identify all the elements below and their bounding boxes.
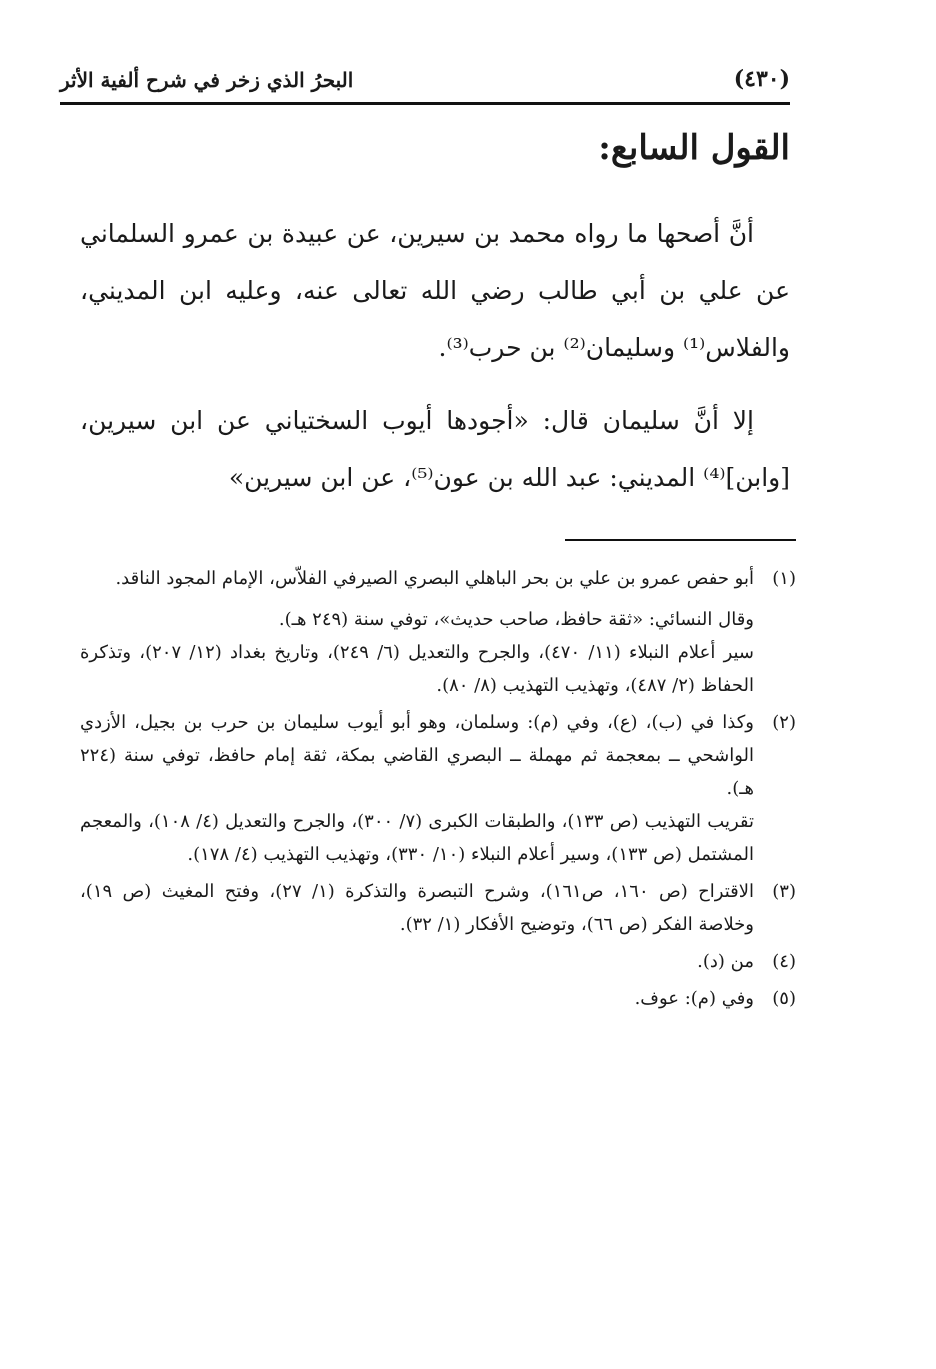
footnote-number: (٣): [772, 881, 796, 902]
footnote-divider: [565, 539, 796, 541]
page-number: (٤٣٠): [733, 66, 790, 92]
footnote-number: (٢): [772, 712, 796, 733]
section-heading: القول السابع:: [598, 128, 790, 168]
footnote-text: وكذا في (ب)، (ع)، وفي (م): وسلمان، وهو أبو أيوب سليمان بن حرب بن بجيل، الأزدي الواشحي ــ بمعجمة ثم مهملة ــ البصري القاضي بمكة، ثقة إمام حافظ، توفي سنة (٢٢٤ هـ).: [80, 712, 754, 799]
footnote-text: سير أعلام النبلاء (١١/ ٤٧٠)، والجرح والتعديل (٦/ ٢٤٩)، وتاريخ بغداد (١٢/ ٢٠٧)، وتذكرة الحفاظ (٢/ ٤٨٧)، وتهذيب التهذيب (٨/ ٨٠).: [80, 642, 755, 696]
paragraph: أنَّ أصحها ما رواه محمد بن سيرين، عن عبيدة بن عمرو السلماني عن علي بن أبي طالب رضي الله تعالى عنه، وعليه ابن المديني، والفلاس⁽¹⁾ وسليمان⁽²⁾ بن حرب⁽³⁾.: [80, 219, 790, 362]
paragraph: إلا أنَّ سليمان قال: «أجودها أيوب السختياني عن ابن سيرين، [وابن]⁽⁴⁾ المديني: عبد الله بن عون⁽⁵⁾، عن ابن سيرين»: [80, 406, 790, 492]
footnote-text: من (د).: [697, 951, 754, 972]
footnote-text: أبو حفص عمرو بن علي بن بحر الباهلي البصري الصيرفي الفلاّس، الإمام المجود الناقد.: [115, 568, 754, 589]
footnote-2: [80, 706, 796, 871]
footnote-3: [80, 875, 796, 941]
running-header: [60, 62, 790, 105]
footnote-text: تقريب التهذيب (ص ١٣٣)، والطبقات الكبرى (٧/ ٣٠٠)، والجرح والتعديل (٤/ ١٠٨)، والمعجم المشتمل (ص ١٣٣)، وسير أعلام النبلاء (١٠/ ٣٣٠)، وتهذيب التهذيب (٤/ ١٧٨).: [80, 811, 754, 865]
footnote-text: الاقتراح (ص ١٦٠، ص١٦١)، وشرح التبصرة والتذكرة (١/ ٢٧)، وفتح المغيث (ص ١٩)، وخلاصة الفكر (ص ٦٦)، وتوضيح الأفكار (١/ ٣٢).: [80, 881, 754, 935]
footnote-1: [80, 562, 796, 702]
footnote-5: [80, 982, 796, 1015]
footnote-text: وقال النسائي: «ثقة حافظ، صاحب حديث»، توفي سنة (٢٤٩ هـ).: [278, 609, 754, 630]
footnote-number: (١): [772, 568, 796, 589]
footnote-4: [80, 945, 796, 978]
footnote-number: (٤): [772, 951, 796, 972]
footnote-number: (٥): [772, 988, 796, 1009]
footnote-text: وفي (م): عوف.: [634, 988, 754, 1009]
footnotes: [80, 562, 796, 1019]
main-text: [80, 205, 790, 506]
book-title: البحرُ الذي زخر في شرح ألفية الأثر: [60, 68, 354, 92]
